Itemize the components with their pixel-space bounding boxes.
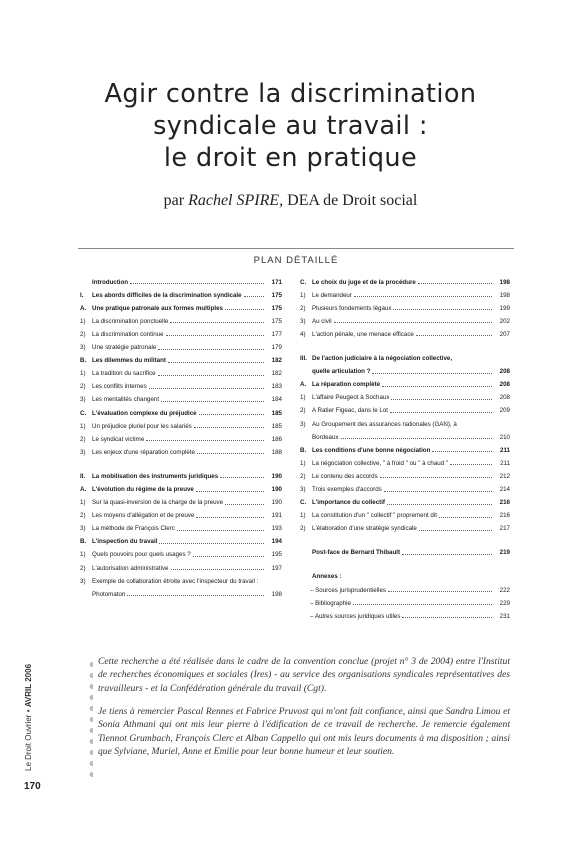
entry-number: 1) xyxy=(80,551,86,559)
entry-number: 1) xyxy=(80,370,86,378)
plan-entry xyxy=(300,507,510,520)
entry-number: I. xyxy=(80,291,84,299)
entry-page: 209 xyxy=(499,407,510,415)
plan-entry xyxy=(80,572,282,585)
plan-entry xyxy=(300,389,510,402)
entry-title: L'affaire Peugeot à Sochaux xyxy=(312,394,390,402)
entry-page: 193 xyxy=(271,525,282,533)
entry-title: De l'action judiciaire à la négociation collective, xyxy=(312,355,453,363)
entry-title: La constitution d'un " collectif " proprement dit xyxy=(312,512,437,520)
footer-note-2: Je tiens à remercier Pascal Rennes et Fabrice Pruvost qui m'ont fait confiance, ainsi que Sandra Limou et Sonia Athmani qui ont mis leur pierre à l'édification de ce travail de recherche. Je remercie également Tiennot Grumbach, François Clerc et Alban Cappello qui ont mis leurs documents à ma disposition ; ainsi que Sylviane, Muriel, Anne et Emilie pour leur bonne humeur et leur soutien. xyxy=(98,706,510,757)
leader-dots xyxy=(196,517,264,518)
leader-dots xyxy=(382,386,492,387)
entry-number: 2) xyxy=(300,472,306,480)
issue-date: AVRIL 2006 xyxy=(24,663,33,708)
entry-number: A. xyxy=(80,304,87,312)
entry-number: C. xyxy=(300,499,307,507)
plan-entry xyxy=(80,299,282,312)
entry-number: 3) xyxy=(80,344,86,352)
entry-page: 211 xyxy=(500,446,510,454)
entry-number: 3) xyxy=(300,420,306,428)
entry-page: 212 xyxy=(499,472,510,480)
entry-title: Le contenu des accords xyxy=(312,472,378,480)
plan-entry xyxy=(80,546,282,559)
leader-dots xyxy=(372,373,492,374)
entry-number: III. xyxy=(300,355,307,363)
plan-entry xyxy=(300,402,510,415)
entry-page: 219 xyxy=(499,549,510,557)
entry-title: Un préjudice pluriel pour les salariés xyxy=(92,422,192,430)
entry-page: 184 xyxy=(271,396,282,404)
entry-page: 207 xyxy=(499,330,510,338)
entry-title: L'action pénale, une menace efficace xyxy=(312,330,414,338)
entry-number: 3) xyxy=(80,396,86,404)
leader-dots xyxy=(127,595,264,596)
plan-entry xyxy=(80,443,282,456)
leader-dots xyxy=(387,504,492,505)
plan-entry xyxy=(80,585,282,598)
entry-number: 2) xyxy=(300,407,306,415)
leader-dots xyxy=(193,556,264,557)
entry-page: 195 xyxy=(271,551,282,559)
leader-dots xyxy=(194,427,264,428)
entry-page: 191 xyxy=(271,512,282,520)
leader-dots xyxy=(220,477,264,478)
entry-page: 198 xyxy=(499,278,510,286)
entry-page: 183 xyxy=(271,383,282,391)
entry-title: Annexes : xyxy=(312,573,342,581)
byline-suffix: DEA de Droit social xyxy=(287,192,418,209)
entry-page: 190 xyxy=(271,486,282,493)
title-line-1: Agir contre la discrimination xyxy=(104,79,477,109)
leader-dots xyxy=(390,412,492,413)
plan-entry xyxy=(300,428,510,441)
leader-dots xyxy=(402,617,492,618)
leader-dots xyxy=(419,530,492,531)
entry-title: Les enjeux d'une réparation complète xyxy=(92,448,196,456)
plan-right-column xyxy=(300,273,510,620)
entry-title: Les conflits internes xyxy=(92,383,147,391)
leader-dots xyxy=(168,362,264,363)
entry-number: B. xyxy=(80,538,87,546)
plan-entry xyxy=(80,559,282,572)
detailed-plan xyxy=(78,248,514,620)
entry-page: 190 xyxy=(271,472,282,480)
plan-entry xyxy=(300,415,510,428)
entry-title: La méthode de François Clerc xyxy=(92,525,175,533)
plan-entry xyxy=(80,467,282,480)
plan-entry xyxy=(80,338,282,351)
entry-page: 188 xyxy=(271,448,282,456)
entry-title: – Autres sources juridiques utiles xyxy=(310,612,401,620)
entry-number: 1) xyxy=(80,317,86,325)
plan-entry xyxy=(80,378,282,391)
leader-dots xyxy=(196,491,264,492)
plan-entry xyxy=(300,480,510,493)
leader-dots xyxy=(158,375,264,376)
entry-title: L'autorisation administrative xyxy=(92,564,169,572)
plan-entry xyxy=(80,273,282,286)
entry-title: Plusieurs fondements légaux xyxy=(312,304,392,312)
entry-page: 194 xyxy=(271,538,282,546)
leader-dots xyxy=(166,335,264,336)
leader-dots xyxy=(439,517,492,518)
leader-dots xyxy=(388,591,492,592)
entry-title: L'évolution du régime de la preuve xyxy=(92,486,194,493)
entry-page: 197 xyxy=(271,564,282,572)
entry-page: 222 xyxy=(499,586,510,594)
leader-dots xyxy=(380,477,492,478)
leader-dots xyxy=(432,451,492,452)
plan-entry xyxy=(300,520,510,533)
entry-title: Bordeaux xyxy=(312,433,339,441)
leader-dots xyxy=(402,554,492,555)
leader-dots xyxy=(199,414,264,415)
byline xyxy=(0,192,581,210)
leader-dots xyxy=(149,388,264,389)
separator: • xyxy=(24,709,33,713)
entry-title: La mobilisation des instruments juridiques xyxy=(92,472,219,480)
entry-number: 2) xyxy=(300,525,306,533)
entry-page: 208 xyxy=(499,394,510,402)
entry-page: 175 xyxy=(271,291,282,299)
entry-page: 231 xyxy=(499,612,510,620)
plan-entry xyxy=(300,441,510,454)
plan-entry xyxy=(80,391,282,404)
title-line-3: le droit en pratique xyxy=(163,143,418,173)
entry-number: II. xyxy=(80,472,86,480)
entry-title: Post-face de Bernard Thibault xyxy=(312,549,401,557)
plan-entry xyxy=(300,544,510,557)
entry-page: 175 xyxy=(271,304,282,312)
plan-entry xyxy=(300,568,510,581)
leader-dots xyxy=(146,440,264,441)
entry-title: L'évaluation complexe du préjudice xyxy=(92,409,197,417)
entry-page: 216 xyxy=(499,499,510,507)
entry-title: Sur la quasi-inversion de la charge de la preuve xyxy=(92,499,224,507)
entry-page: 182 xyxy=(271,370,282,378)
leader-dots xyxy=(159,543,264,544)
entry-page: 217 xyxy=(499,525,510,533)
entry-title: – Bibliographie xyxy=(310,599,351,607)
leader-dots xyxy=(334,322,492,323)
entry-number: 1) xyxy=(300,394,306,402)
leader-dots xyxy=(170,322,264,323)
entry-page: 208 xyxy=(499,381,510,389)
entry-page: 210 xyxy=(499,433,510,441)
leader-dots xyxy=(177,530,264,531)
entry-title: Photomaton xyxy=(92,590,126,598)
entry-page: 182 xyxy=(271,357,282,365)
entry-title: Une pratique patronale aux formes multiples xyxy=(92,304,223,312)
leader-dots xyxy=(225,504,264,505)
journal-name: Le Droit Ouvrier xyxy=(24,714,33,771)
entry-title: Exemple de collaboration étroite avec l'inspecteur du travail : xyxy=(92,577,259,585)
plan-entry xyxy=(80,520,282,533)
entry-title: Les abords difficiles de la discrimination syndicale xyxy=(92,291,242,299)
title-line-2: syndicale au travail : xyxy=(153,111,428,141)
plan-spacer xyxy=(80,456,282,467)
byline-prefix: par xyxy=(163,192,185,209)
leader-dots xyxy=(341,438,493,439)
leader-dots xyxy=(161,401,264,402)
entry-number: 1) xyxy=(80,422,86,430)
entry-title: – Sources jurisprudentielles xyxy=(310,586,387,594)
plan-entry xyxy=(80,533,282,546)
plan-entry xyxy=(300,594,510,607)
leader-dots xyxy=(418,283,492,284)
plan-entry xyxy=(300,454,510,467)
entry-page: 190 xyxy=(271,499,282,507)
leader-dots xyxy=(450,464,492,465)
plan-entry xyxy=(80,430,282,443)
plan-entry xyxy=(80,417,282,430)
plan-spacer xyxy=(300,338,510,349)
plan-heading: PLAN DÉTAILLÉ xyxy=(253,255,339,266)
entry-number: 3) xyxy=(80,577,86,585)
entry-title: La tradition du sacrifice xyxy=(92,370,156,378)
page-number: 170 xyxy=(24,781,41,792)
entry-title: L'importance du collectif xyxy=(312,499,385,507)
entry-title: quelle articulation ? xyxy=(312,368,371,376)
entry-title: Au civil xyxy=(312,317,332,325)
plan-entry xyxy=(300,607,510,620)
entry-number: 1) xyxy=(300,512,306,520)
entry-page: 171 xyxy=(271,278,282,286)
entry-title: Trois exemples d'accords xyxy=(312,486,382,493)
plan-left-column xyxy=(80,273,282,598)
plan-entry xyxy=(300,273,510,286)
entry-number: 3) xyxy=(80,448,86,456)
entry-number: C. xyxy=(80,409,87,417)
plan-spacer xyxy=(300,533,510,544)
leader-dots xyxy=(171,569,264,570)
article-title xyxy=(0,78,581,174)
entry-title: La réparation complète xyxy=(312,381,381,389)
plan-entry xyxy=(80,480,282,493)
entry-number: 3) xyxy=(300,317,306,325)
entry-title: Le syndicat victime xyxy=(92,435,145,443)
entry-title: Au Groupement des assurances nationales (GAN), à xyxy=(312,420,457,428)
entry-number: 1) xyxy=(300,291,306,299)
leader-dots xyxy=(354,296,492,297)
entry-number: 2) xyxy=(300,304,306,312)
plan-entry xyxy=(80,286,282,299)
plan-entry xyxy=(80,312,282,325)
plan-entry xyxy=(80,404,282,417)
entry-number: C. xyxy=(300,278,307,286)
plan-entry xyxy=(80,352,282,365)
entry-title: Introduction xyxy=(92,278,129,286)
entry-number: A. xyxy=(300,381,307,389)
leader-dots xyxy=(393,309,492,310)
leader-dots xyxy=(130,283,264,284)
entry-page: 198 xyxy=(271,590,282,598)
plan-entry xyxy=(300,349,510,362)
leader-dots xyxy=(197,453,264,454)
leader-dots xyxy=(416,335,492,336)
leader-dots xyxy=(158,349,264,350)
entry-title: Le choix du juge et de la procédure xyxy=(312,278,416,286)
entry-number: 2) xyxy=(80,330,86,338)
plan-spacer xyxy=(300,557,510,568)
leader-dots xyxy=(384,491,492,492)
entry-page: 229 xyxy=(499,599,510,607)
plan-entry xyxy=(300,325,510,338)
plan-entry xyxy=(300,363,510,376)
entry-number: B. xyxy=(80,357,87,365)
entry-title: Les conditions d'une bonne négociation xyxy=(312,446,431,454)
plan-entry xyxy=(80,365,282,378)
footer-note-1: Cette recherche a été réalisée dans le cadre de la convention conclue (projet n° 3 de 2004) entre l'Institut de recherches économiques et sociales (Ires) - au service des organisations syndicales représentatives des travailleurs - et la Confédération générale du travail (Cgt). xyxy=(98,656,510,694)
plan-entry xyxy=(80,325,282,338)
plan-entry xyxy=(300,299,510,312)
entry-number: 1) xyxy=(300,459,306,467)
entry-number: 2) xyxy=(80,435,86,443)
entry-title: Le demandeur xyxy=(312,291,352,299)
leader-dots xyxy=(225,309,264,310)
plan-entry xyxy=(300,376,510,389)
entry-number: A. xyxy=(80,486,87,493)
entry-title: Quels pouvoirs pour quels usages ? xyxy=(92,551,191,559)
entry-page: 198 xyxy=(499,291,510,299)
entry-page: 211 xyxy=(500,459,510,467)
entry-number: 2) xyxy=(80,512,86,520)
plan-entry xyxy=(300,286,510,299)
entry-title: La discrimination continue xyxy=(92,330,164,338)
entry-number: 2) xyxy=(80,383,86,391)
entry-page: 216 xyxy=(499,512,510,520)
plan-entry xyxy=(300,312,510,325)
entry-title: A Ratier Figeac, dans le Lot xyxy=(312,407,389,415)
plan-entry xyxy=(80,494,282,507)
entry-page: 179 xyxy=(271,344,282,352)
leader-dots xyxy=(244,296,264,297)
entry-title: Les dilemmes du militant xyxy=(92,357,166,365)
entry-page: 185 xyxy=(271,409,282,417)
plan-entry xyxy=(300,467,510,480)
byline-author: Rachel SPIRE, xyxy=(188,192,284,209)
entry-number: 3) xyxy=(300,486,306,493)
plan-entry xyxy=(300,494,510,507)
entry-page: 185 xyxy=(271,422,282,430)
entry-page: 177 xyxy=(271,330,282,338)
entry-title: L'inspection du travail xyxy=(92,538,158,546)
entry-title: Les mentalités changent xyxy=(92,396,160,404)
entry-number: B. xyxy=(300,446,307,454)
entry-page: 199 xyxy=(499,304,510,312)
entry-title: La négociation collective, " à froid " ou " à chaud " xyxy=(312,459,449,467)
entry-page: 208 xyxy=(499,368,510,376)
entry-number: 2) xyxy=(80,564,86,572)
entry-title: Une stratégie patronale xyxy=(92,344,157,352)
entry-title: La discrimination ponctuelle xyxy=(92,317,169,325)
entry-title: Les moyens d'allégation et de preuve xyxy=(92,512,195,520)
entry-title: L'élaboration d'une stratégie syndicale xyxy=(312,525,417,533)
dotted-margin-decoration xyxy=(88,659,93,777)
entry-page: 202 xyxy=(499,317,510,325)
leader-dots xyxy=(353,604,492,605)
entry-page: 186 xyxy=(271,435,282,443)
entry-number: 4) xyxy=(300,330,306,338)
journal-issue-label xyxy=(24,621,33,771)
leader-dots xyxy=(391,399,492,400)
entry-page: 214 xyxy=(499,486,510,493)
entry-number: 1) xyxy=(80,499,86,507)
entry-number: 3) xyxy=(80,525,86,533)
plan-entry xyxy=(80,507,282,520)
plan-entry xyxy=(300,581,510,594)
entry-page: 175 xyxy=(271,317,282,325)
